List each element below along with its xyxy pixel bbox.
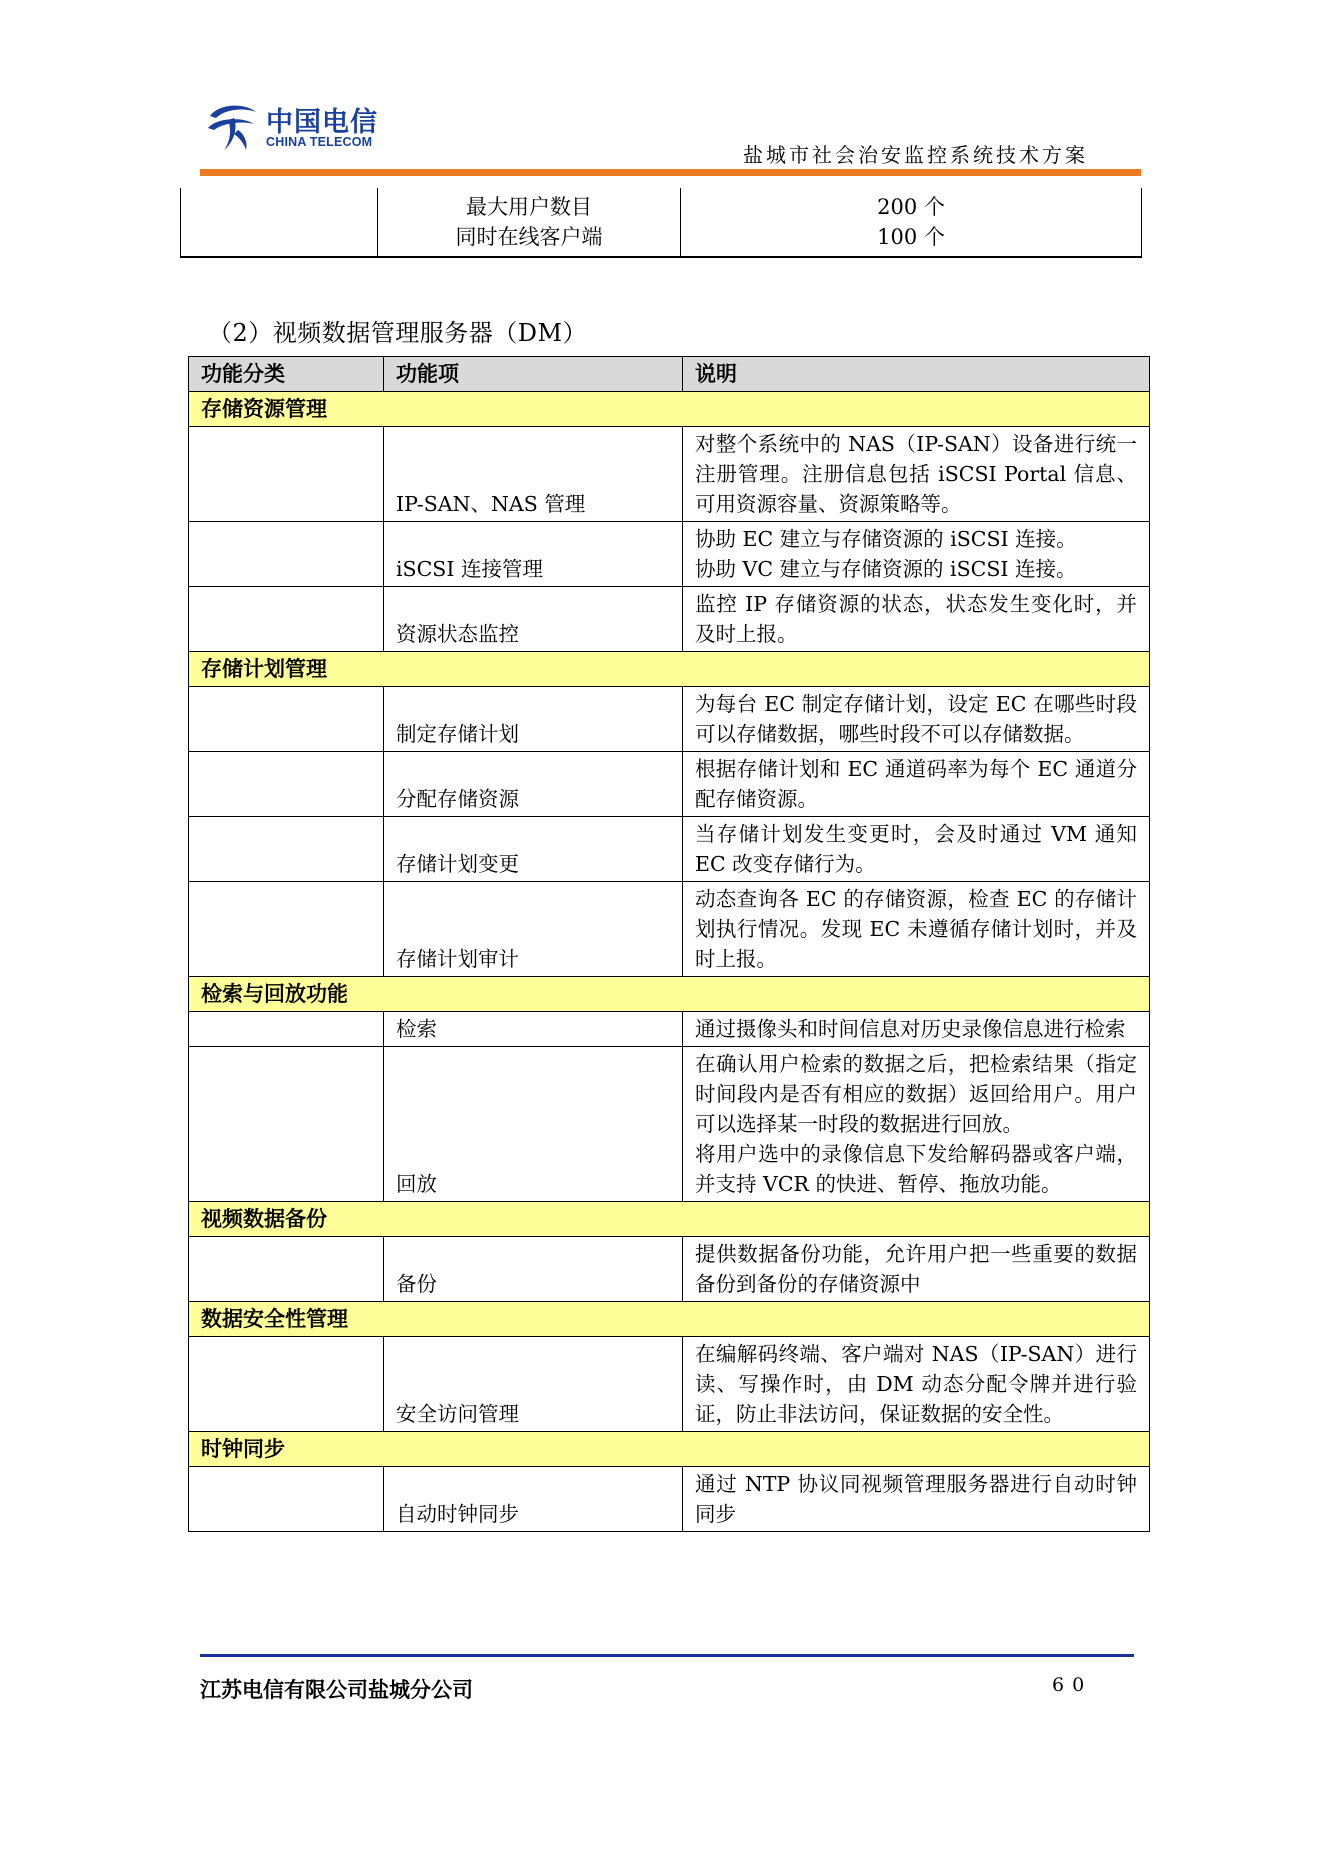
table-row (189, 817, 1150, 882)
table-row (189, 882, 1150, 977)
category-label: 时钟同步 (189, 1432, 1150, 1467)
category-cell (189, 587, 384, 652)
description-cell: 当存储计划发生变更时，会及时通过 VM 通知 EC 改变存储行为。 (683, 817, 1150, 882)
table-row (189, 1012, 1150, 1047)
logo-english-text: CHINA TELECOM (266, 135, 373, 149)
column-header-description: 说明 (683, 357, 1150, 392)
footer-divider (200, 1654, 1134, 1657)
description-cell: 提供数据备份功能，允许用户把一些重要的数据备份到备份的存储资源中 (683, 1237, 1150, 1302)
function-name-cell: 自动时钟同步 (384, 1467, 683, 1532)
table-row (189, 1337, 1150, 1432)
table-row (181, 188, 1142, 257)
section-heading: （2）视频数据管理服务器（DM） (208, 319, 588, 347)
description-cell: 动态查询各 EC 的存储资源，检查 EC 的存储计划执行情况。发现 EC 未遵循存储计划时，并及时上报。 (683, 882, 1150, 977)
category-row (189, 977, 1150, 1012)
table-row (189, 687, 1150, 752)
category-label: 数据安全性管理 (189, 1302, 1150, 1337)
function-name-cell: 备份 (384, 1237, 683, 1302)
footer-company-name: 江苏电信有限公司盐城分公司 (200, 1678, 473, 1702)
china-telecom-swirl-icon (204, 98, 262, 154)
description-cell: 协助 EC 建立与存储资源的 iSCSI 连接。 协助 VC 建立与存储资源的 iSCSI 连接。 (683, 522, 1150, 587)
function-name-cell: 制定存储计划 (384, 687, 683, 752)
function-name-cell: 安全访问管理 (384, 1337, 683, 1432)
table-cell: 最大用户数目 同时在线客户端 (378, 188, 681, 257)
description-cell: 为每台 EC 制定存储计划，设定 EC 在哪些时段可以存储数据，哪些时段不可以存储数据。 (683, 687, 1150, 752)
description-cell: 在编解码终端、客户端对 NAS（IP-SAN）进行读、写操作时，由 DM 动态分配令牌并进行验证，防止非法访问，保证数据的安全性。 (683, 1337, 1150, 1432)
function-name-cell: 存储计划变更 (384, 817, 683, 882)
china-telecom-logo (204, 98, 384, 154)
page-number: 60 (1052, 1674, 1093, 1696)
function-table (188, 356, 1150, 1532)
function-name-cell: 回放 (384, 1047, 683, 1202)
description-cell: 监控 IP 存储资源的状态，状态发生变化时，并及时上报。 (683, 587, 1150, 652)
category-label: 检索与回放功能 (189, 977, 1150, 1012)
category-cell (189, 817, 384, 882)
function-name-cell: iSCSI 连接管理 (384, 522, 683, 587)
category-label: 视频数据备份 (189, 1202, 1150, 1237)
table-row (189, 1467, 1150, 1532)
column-header-category: 功能分类 (189, 357, 384, 392)
description-cell: 通过 NTP 协议同视频管理服务器进行自动时钟同步 (683, 1467, 1150, 1532)
document-title: 盐城市社会治安监控系统技术方案 (743, 143, 1088, 167)
function-name-cell: 存储计划审计 (384, 882, 683, 977)
category-cell (189, 522, 384, 587)
category-row (189, 1302, 1150, 1337)
category-label: 存储计划管理 (189, 652, 1150, 687)
category-cell (189, 882, 384, 977)
category-cell (189, 1012, 384, 1047)
table-header-row (189, 357, 1150, 392)
description-cell: 对整个系统中的 NAS（IP-SAN）设备进行统一注册管理。注册信息包括 iSCSI Portal 信息、可用资源容量、资源策略等。 (683, 427, 1150, 522)
category-cell (189, 687, 384, 752)
category-row (189, 392, 1150, 427)
category-row (189, 1432, 1150, 1467)
description-cell: 在确认用户检索的数据之后，把检索结果（指定时间段内是否有相应的数据）返回给用户。用户可以选择某一时段的数据进行回放。 将用户选中的录像信息下发给解码器或客户端，并支持 VCR 的快进、暂停、拖放功能。 (683, 1047, 1150, 1202)
category-row (189, 652, 1150, 687)
category-label: 存储资源管理 (189, 392, 1150, 427)
header-divider (200, 169, 1141, 176)
table-row (189, 752, 1150, 817)
function-name-cell: 资源状态监控 (384, 587, 683, 652)
category-cell (189, 427, 384, 522)
column-header-function: 功能项 (384, 357, 683, 392)
category-cell (189, 1047, 384, 1202)
category-cell (189, 1237, 384, 1302)
table-cell: 200 个 100 个 (681, 188, 1142, 257)
table-row (189, 427, 1150, 522)
description-cell: 根据存储计划和 EC 通道码率为每个 EC 通道分配存储资源。 (683, 752, 1150, 817)
description-cell: 通过摄像头和时间信息对历史录像信息进行检索 (683, 1012, 1150, 1047)
function-name-cell: 分配存储资源 (384, 752, 683, 817)
category-row (189, 1202, 1150, 1237)
table-row (189, 522, 1150, 587)
table-row (189, 587, 1150, 652)
table-row (189, 1047, 1150, 1202)
logo-chinese-text: 中国电信 (266, 107, 378, 138)
table-cell (181, 188, 378, 257)
continuation-table (180, 188, 1142, 258)
category-cell (189, 752, 384, 817)
category-cell (189, 1467, 384, 1532)
category-cell (189, 1337, 384, 1432)
table-row (189, 1237, 1150, 1302)
function-name-cell: IP-SAN、NAS 管理 (384, 427, 683, 522)
function-name-cell: 检索 (384, 1012, 683, 1047)
